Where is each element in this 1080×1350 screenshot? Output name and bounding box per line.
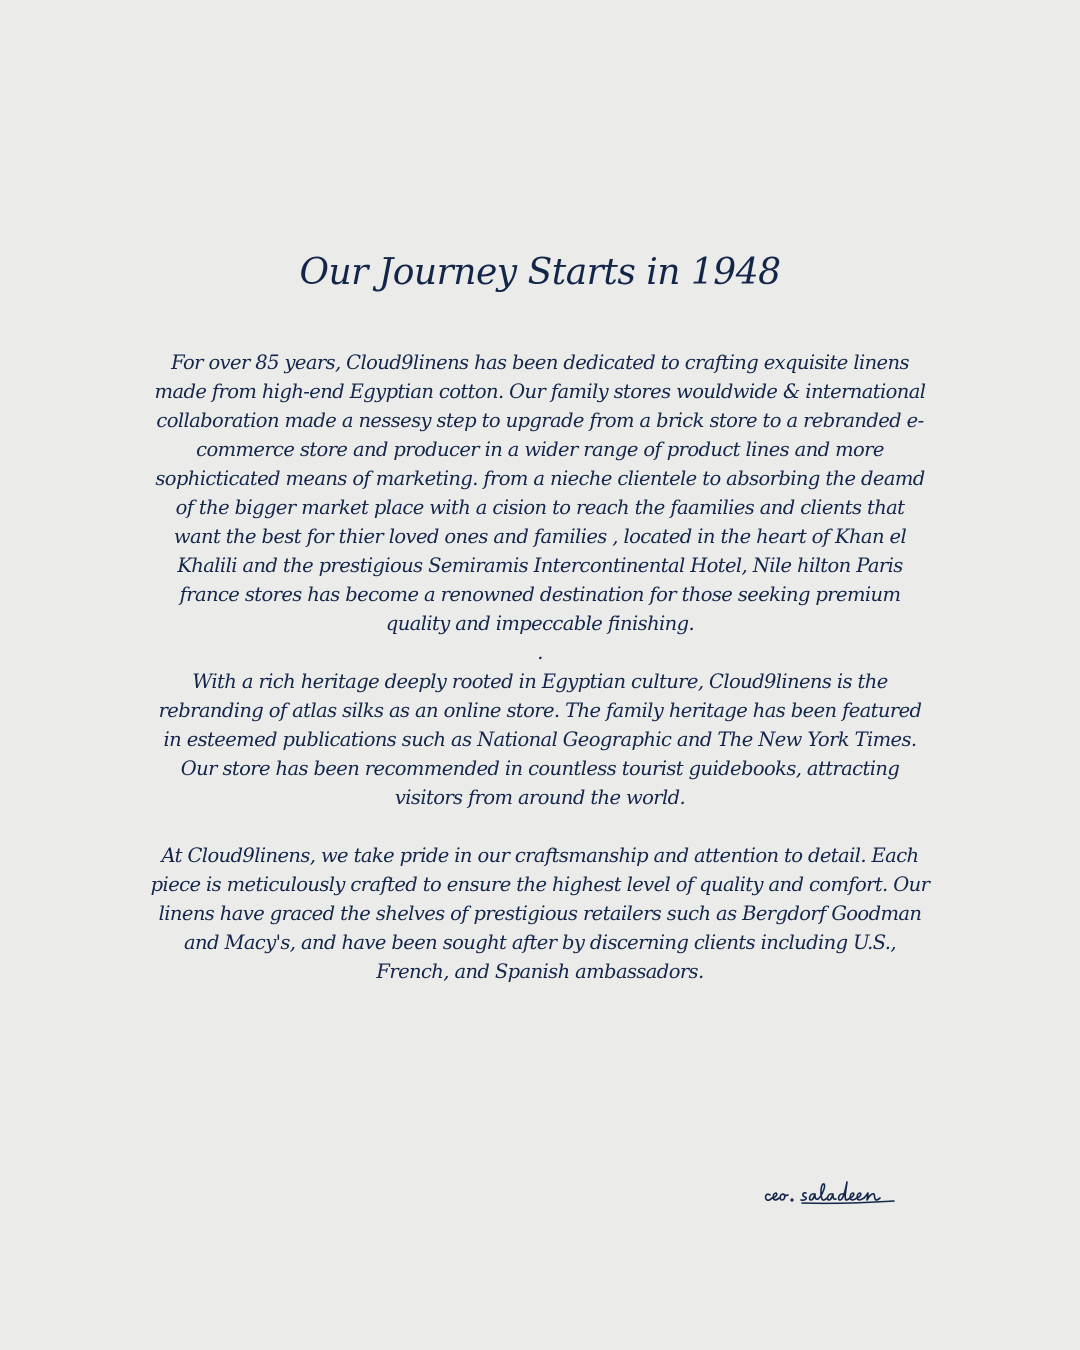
paragraph-history: For over 85 years, Cloud9linens has been dedicated to crafting exquisite linens made from high-end Egyptian cotton. Our family stores wouldwide & international collaboration made a nessesy step to upgrade from a brick store to a rebranded e-commerce store and producer in a wider range of product lines and more sophicticated means of marketing. from a nieche clientele to absorbing the deamd of the bigger market place with a cision to reach the faamilies and clients that want the best for thier loved ones and families , located in the heart of Khan el Khalili and the prestigious Semiramis Intercontinental Hotel, Nile hilton Paris france stores has become a renowned destination for those seeking premium quality and impeccable finishing. bbox=[154, 351, 926, 635]
paragraph-heritage: With a rich heritage deeply rooted in Egyptian culture, Cloud9linens is the rebranding of atlas silks as an online store. The family heritage has been featured in esteemed publications such as National Geographic and The New York Times. Our store has been recommended in countless tourist guidebooks, attracting visitors from around the world. bbox=[158, 670, 922, 809]
signature-drawing bbox=[762, 1176, 922, 1216]
paragraph-spacer bbox=[150, 812, 930, 841]
page-title: Our Journey Starts in 1948 bbox=[299, 252, 781, 293]
story-text bbox=[150, 348, 930, 986]
paragraph-separator: . bbox=[537, 641, 543, 664]
ceo-signature bbox=[762, 1176, 922, 1216]
paragraph-craftsmanship: At Cloud9linens, we take pride in our craftsmanship and attention to detail. Each piece is meticulously crafted to ensure the highest level of quality and comfort. Our linens have graced the shelves of prestigious retailers such as Bergdorf Goodman and Macy's, and have been sought after by discerning clients including U.S., French, and Spanish ambassadors. bbox=[150, 844, 930, 983]
